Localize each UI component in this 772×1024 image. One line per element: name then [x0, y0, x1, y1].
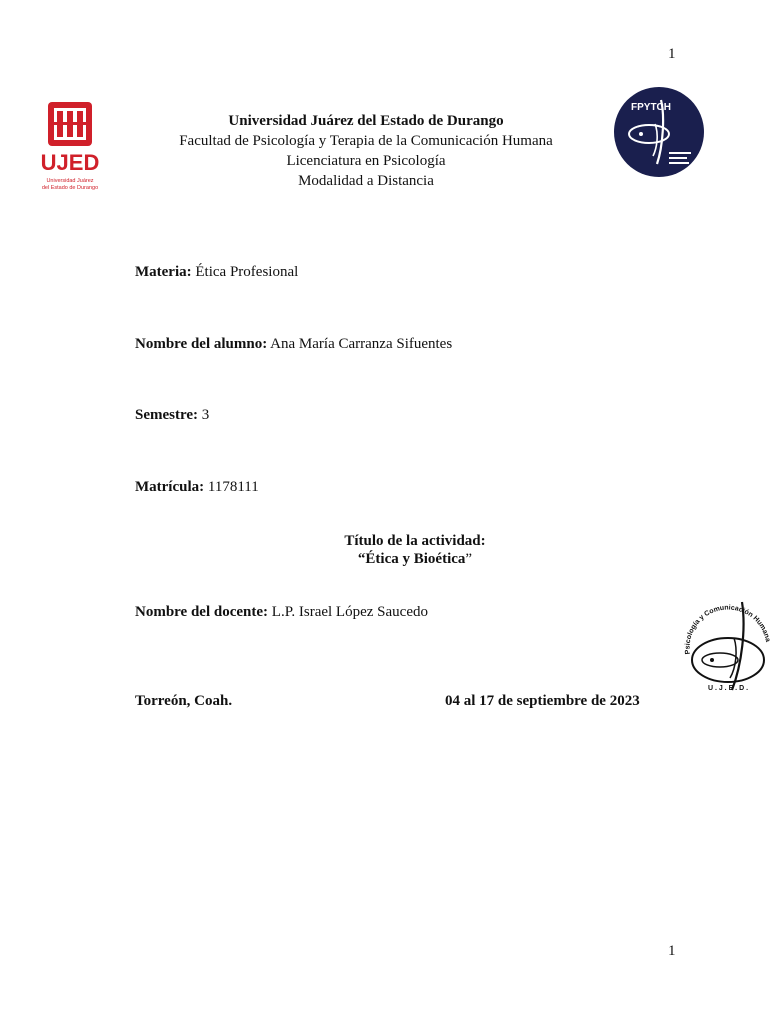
- date-text: 04 al 17 de septiembre de 2023: [445, 693, 640, 709]
- modality: Modalidad a Distancia: [298, 173, 434, 189]
- faculty-stamp: [680, 598, 772, 694]
- stamp-text: Psicología y Comunicación Humana: [684, 604, 771, 655]
- activity-label: Título de la actividad:: [344, 533, 486, 549]
- docente-line: [135, 604, 428, 621]
- ujed-logo-text: UJED: [40, 150, 100, 175]
- fpytch-logo-text: FPYTCH: [631, 102, 671, 113]
- matricula-value: 1178111: [207, 479, 259, 495]
- stamp-bottom-text: U . J . E . D .: [707, 685, 749, 692]
- page-number-top: 1: [668, 46, 676, 62]
- matricula-label: Matrícula:: [135, 479, 205, 495]
- alumno-label: Nombre del alumno:: [135, 336, 268, 352]
- materia-line: [135, 264, 298, 281]
- fpytch-logo: [613, 86, 705, 178]
- semestre-label: Semestre:: [135, 407, 199, 423]
- activity-title-block: [250, 532, 580, 568]
- activity-close-quote: ”: [465, 551, 473, 567]
- location-text: Torreón, Coah.: [135, 693, 233, 709]
- page-number-bottom: 1: [668, 943, 676, 959]
- alumno-value: Ana María Carranza Sifuentes: [270, 336, 453, 352]
- date: [445, 693, 640, 710]
- docente-value: L.P. Israel López Saucedo: [271, 604, 428, 620]
- program-name: Licenciatura en Psicología: [286, 153, 446, 169]
- document-header: [150, 111, 582, 191]
- location: [135, 693, 232, 710]
- ujed-logo-subtext-2: del Estado de Durango: [41, 185, 99, 191]
- activity-value: “Ética y Bioética: [357, 551, 466, 567]
- university-name: Universidad Juárez del Estado de Durango: [228, 113, 504, 129]
- materia-label: Materia:: [135, 264, 192, 280]
- semestre-line: [135, 407, 209, 424]
- ujed-logo-subtext-1: Universidad Juárez: [46, 178, 94, 184]
- ujed-logo: [38, 98, 102, 194]
- semestre-value: 3: [201, 407, 210, 423]
- faculty-name: Facultad de Psicología y Terapia de la Comunicación Humana: [179, 133, 553, 149]
- alumno-line: [135, 336, 452, 353]
- matricula-line: [135, 479, 259, 496]
- docente-label: Nombre del docente:: [135, 604, 269, 620]
- materia-value: Ética Profesional: [195, 264, 299, 280]
